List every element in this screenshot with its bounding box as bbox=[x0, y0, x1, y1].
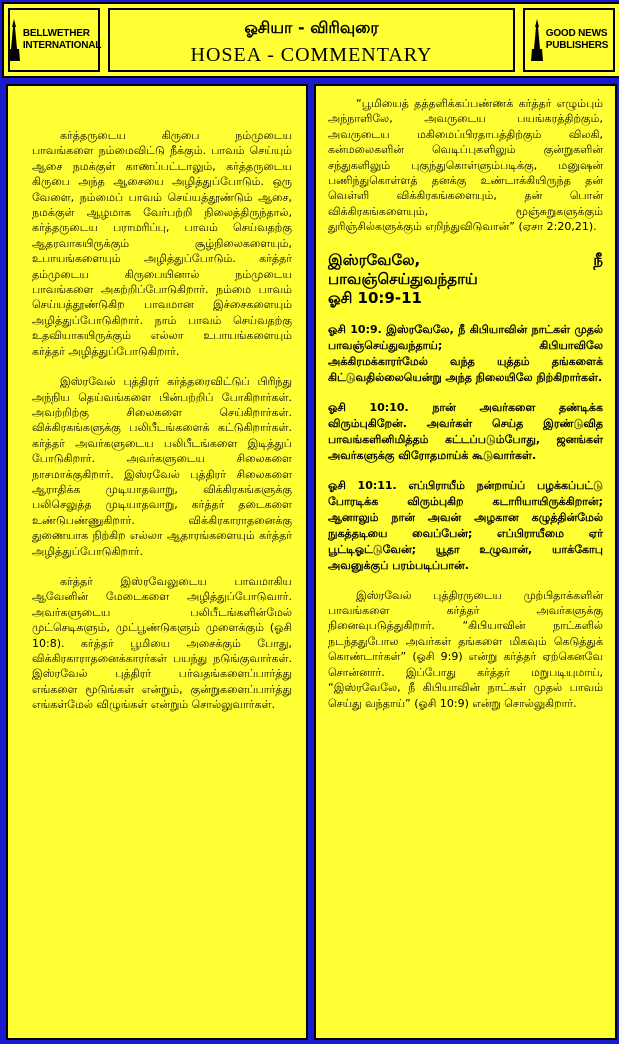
good-news-logo bbox=[523, 8, 615, 72]
left-logo-line1: BELLWETHER bbox=[22, 28, 90, 39]
title-box bbox=[108, 8, 515, 72]
left-logo-line2: INTERNATIONAL bbox=[22, 40, 102, 51]
verse: ஓசி 10:11. எப்பிராயீம் நன்றாய்ப் பழக்கப்பட்டு போரடிக்க விரும்புகிற கடாரியாயிருக்கிறான்; ஆனாலும் நான் அவன் அழகான கழுத்தின்மேல் நுகத்தடியை வைப்பேன்; எப்பிராயீமை ஏர் பூட்டிஓட்டுவேன்; யூதா உழுவான், யாக்கோபு அவனுக்குப் பரம்படிப்பான். bbox=[328, 478, 603, 572]
verse: ஓசி 10:10. நான் அவர்களை தண்டிக்க விரும்புகிறேன். அவர்கள் செய்த இரண்டுவித பாவங்களினிமித்தம் கட்டப்படும்போது, ஜனங்கள் அவர்களுக்கு விரோதமாய்க் கூடுவார்கள். bbox=[328, 400, 603, 462]
paragraph: கர்த்தர் இஸ்ரவேலுடைய பாவமாகிய ஆவேனின் மேடைகளை அழித்துப்போடுவார். அவர்களுடைய பலிபீடங்களின்மேல் முட்செடிகளும், முட்பூண்டுகளும் முளைக்கும் (ஓசி 10:8). கர்த்தர் பூமியை அசைக்கும் போது, விக்கிரகாராதனைக்காரர்கள் பயந்து நடுங்குவார்கள். இஸ்ரவேல் புத்திரர் பர்வதங்களைப்பார்த்து எங்களை மூடுங்கள் என்றும், குன்றுகளைப்பார்த்து எங்கள்மேல் விழுங்கள் என்றும் சொல்லுவார்கள். bbox=[32, 574, 292, 712]
quote-paragraph: “பூமியைத் தத்தளிக்கப்பண்ணக் கர்த்தர் எழும்பும் அந்நாளிலே, அவருடைய பயங்கரத்திற்கும், அவருடைய மகிமைப்பிரதாபத்திற்கும் விலகி, கன்மலைகளின் வெடிப்புகளிலும் குன்றுகளின் சந்துகளிலும் புகுந்துகொள்ளும்படிக்கு, மனுஷன் பணிந்துகொள்ளத் தனக்கு உண்டாக்கியிருந்த தன் வெள்ளி விக்கிரகங்களையும், தன் பொன் விக்கிரகங்களையும், மூஞ்சுறுகளுக்கும் துரிஞ்சில்களுக்கும் எறிந்துவிடுவான்” (ஏசா 2:20,21). bbox=[328, 97, 603, 234]
verse: ஓசி 10:9. இஸ்ரவேலே, நீ கிபியாவின் நாட்கள் முதல் பாவஞ்செய்துவந்தாய்; கிபியாவிலே அக்கிரமக்காரர்மேல் வந்த யுத்தம் தங்களைக் கிட்டுவதில்லையென்று அந்த நிலையிலே நிற்கிறார்கள். bbox=[328, 322, 603, 384]
closing-paragraph: இஸ்ரவேல் புத்திரருடைய முற்பிதாக்களின் பாவங்களை கர்த்தர் அவர்களுக்கு நினைவுபடுத்துகிறார். “கிபியாவின் நாட்களில் நடந்ததுபோல அவர்கள் தங்களை மிகவும் கெடுத்துக் கொண்டார்கள்” (ஓசி 9:9) என்று கர்த்தர் ஏற்கெனவே சொன்னார். இப்போது கர்த்தர் மறுபடியுமாய், “இஸ்ரவேலே, நீ கிபியாவின் நாட்கள் முதல் பாவம் செய்து வந்தாய்” (ஓசி 10:9) என்று சொல்லுகிறார். bbox=[328, 588, 603, 710]
header bbox=[2, 2, 619, 78]
right-logo-line2: PUBLISHERS bbox=[545, 40, 609, 51]
tower-icon bbox=[530, 19, 544, 61]
heading-line1-right: நீ bbox=[593, 250, 603, 269]
title-english: HOSEA - COMMENTARY bbox=[190, 44, 433, 66]
bellwether-logo bbox=[8, 8, 100, 72]
paragraph: இஸ்ரவேல் புத்திரர் கர்த்தரைவிட்டுப் பிரிந்து அந்நிய தெய்வங்களை பின்பற்றிப் போகிறார்கள். அவற்றிற்கு சிலைகளை செய்கிறார்கள். விக்கிரகங்களுக்கு பலிபீடங்களைக் கட்டுகிறார்கள். கர்த்தர் அவர்களுடைய பலிபீடங்களை இடித்துப் போடுகிறார். அவர்களுடைய சிலைகளை நாசமாக்குகிறார். இஸ்ரவேல் புத்திரர் சிலைகளை ஆராதிக்க முடியாதவாறு, விக்கிரகங்களுக்கு பலிசெலுத்த முடியாதவாறு, கர்த்தர் தடைகளை உண்டுபண்ணுகிறார். விக்கிரகாராதனைக்கு துணையாக நிற்கிற எல்லா ஆதாரங்களையும் கர்த்தர் அழித்துப்போடுகிறார். bbox=[32, 375, 292, 558]
right-logo-line1: GOOD NEWS bbox=[545, 28, 608, 39]
right-column bbox=[314, 84, 617, 1040]
title-tamil: ஓசியா - விரிவுரை bbox=[244, 18, 379, 37]
heading-reference: ஓசி 10:9-11 bbox=[328, 288, 422, 307]
heading-line2: பாவஞ்செய்துவந்தாய் bbox=[328, 269, 478, 288]
section-heading bbox=[328, 251, 603, 308]
tower-icon bbox=[7, 19, 21, 61]
left-column bbox=[6, 84, 308, 1040]
heading-line1-left: இஸ்ரவேலே, bbox=[328, 250, 421, 269]
paragraph: கர்த்தருடைய கிருபை நம்முடைய பாவங்களை நம்மைவிட்டு நீக்கும். பாவம் செய்யும் ஆசை நமக்குள் காணப்பட்டாலும், கர்த்தருடைய கிருபை அந்த ஆசையை அழித்துப்போடும். ஒரு வேளை, நம்மைப் பாவம் செய்யத்தூண்டும் ஆசை, நமக்குள் ஆழமாக வேர்பற்றி நிலைத்திருந்தால், கர்த்தருடைய பராமரிப்பு, பாவம் செய்வதற்கு ஆதரவாகயிருக்கும் சூழ்நிலைகளையும், உபாயங்களையும் அழித்துப்போடும். கர்த்தர் தம்முடைய கிருபையினால் நம்முடைய பாவங்களை அகற்றிப்போடுகிறார். நம்மை பாவம் செய்யத்தூண்டுகிற பாவமான இச்சைகளையும் அழித்துப்போடுகிறார். நாம் பாவம் செய்வதற்கு உதவியாகயிருக்கும் எல்லா உபாயங்களையும் கர்த்தர் அழித்துப்போடுகிறார். bbox=[32, 129, 292, 358]
